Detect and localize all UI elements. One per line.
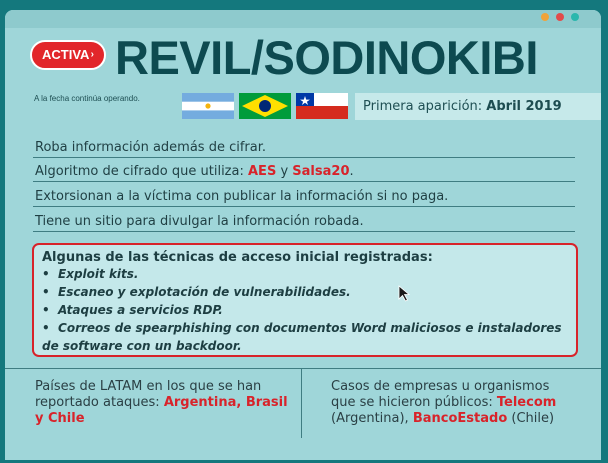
aes-highlight: AES: [248, 164, 277, 179]
chevron-right-icon: ›: [90, 49, 94, 60]
public-cases: [331, 379, 566, 427]
argentina-text: (Argentina),: [331, 411, 409, 426]
dot-teal-icon: [571, 13, 579, 21]
feature-row-encryption: [33, 160, 575, 182]
status-badge-label: ACTIVA: [42, 47, 90, 62]
list-item-text: Escaneo y explotación de vulnerabilidades.: [58, 285, 351, 299]
chile-flag-icon: [296, 93, 348, 119]
bancoestado-highlight: BancoEstado: [412, 411, 508, 426]
feature-row-leak-site: [33, 210, 575, 232]
list-item-text: Ataques a servicios RDP.: [58, 303, 223, 317]
feature-text: Algoritmo de cifrado que utiliza:: [35, 164, 244, 179]
dot-orange-icon: [541, 13, 549, 21]
list-item-text: Correos de spearphishing con documentos Word maliciosos e instaladores de software con un backdoor.: [42, 321, 562, 353]
latam-text: Países de LATAM en los que se han reportado ataques:: [35, 379, 262, 410]
latam-countries-highlight: Argentina, Brasil y Chile: [35, 395, 288, 426]
list-item: • Escaneo y explotación de vulnerabilidades.: [42, 285, 351, 299]
operating-note: A la fecha continúa operando.: [34, 94, 140, 103]
list-item: • Ataques a servicios RDP.: [42, 303, 223, 317]
first-appearance-label: Primera aparición:: [363, 99, 483, 114]
feature-text: Extorsionan a la víctima con publicar la información si no paga.: [35, 189, 449, 204]
list-item: • Correos de spearphishing con documentos Word maliciosos e instaladores de software con un backdoor.: [42, 321, 562, 353]
brazil-flag-icon: [239, 93, 291, 119]
list-item-text: Exploit kits.: [58, 267, 139, 281]
chile-text: (Chile): [511, 411, 555, 426]
first-appearance-value: Abril 2019: [486, 99, 562, 114]
salsa20-highlight: Salsa20: [292, 164, 350, 179]
page-title: REVIL/SODINOKIBI: [115, 31, 538, 84]
argentina-flag-icon: [182, 93, 234, 119]
techniques-title: Algunas de las técnicas de acceso inicial registradas:: [42, 250, 433, 265]
window-controls: [541, 13, 579, 21]
period-text: .: [349, 164, 354, 179]
card-top-band: [5, 10, 601, 28]
status-badge: [30, 40, 106, 70]
feature-row-steals: [33, 136, 575, 158]
column-divider: [301, 368, 302, 438]
first-appearance: [355, 93, 601, 120]
latam-countries: [35, 379, 295, 427]
conjunction-text: y: [280, 164, 289, 179]
feature-row-extortion: [33, 185, 575, 207]
list-item: • Exploit kits.: [42, 267, 139, 281]
techniques-box: [32, 243, 578, 357]
info-card: [5, 10, 601, 460]
mouse-cursor-icon: [398, 285, 412, 303]
feature-text: Tiene un sitio para divulgar la información robada.: [35, 214, 364, 229]
cases-text: Casos de empresas u organismos que se hicieron públicos:: [331, 379, 550, 410]
telecom-highlight: Telecom: [496, 395, 557, 410]
dot-red-icon: [556, 13, 564, 21]
feature-text: Roba información además de cifrar.: [35, 140, 267, 155]
